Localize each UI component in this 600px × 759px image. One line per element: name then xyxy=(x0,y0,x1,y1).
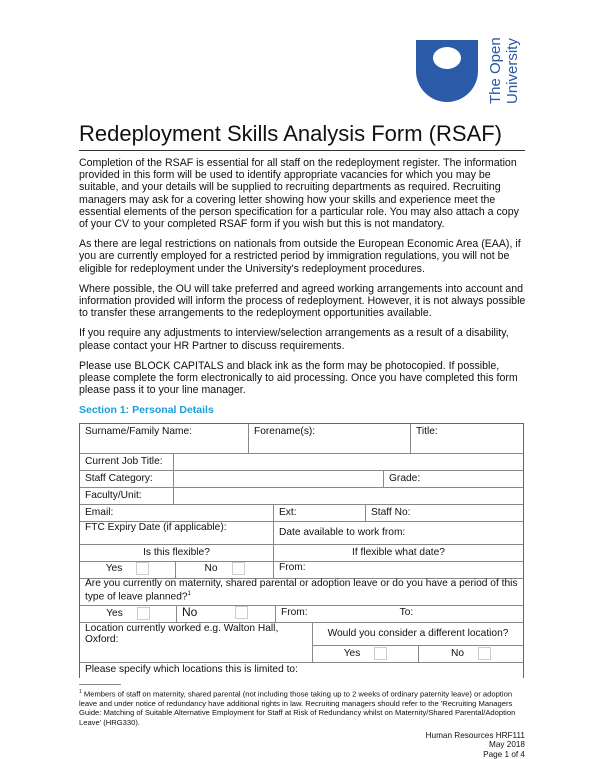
surname-label: Surname/Family Name: xyxy=(85,426,192,438)
footnote-text: Members of staff on maternity, shared parental (not including those taking up to 2 weeks of ordinary paternity leave) or adoption leave and under notice of redundancy have additional rights in law. Recruiting managers should refer to the 'Recruiting Managers Guide: Matching of Suitable Alternative Employment for Staff at Risk of Redundancy whilst on Maternity/Shared Parental/Adoption Leave' (HRG330). xyxy=(79,689,516,727)
footnote xyxy=(79,688,529,726)
to-label: To: xyxy=(399,607,414,619)
personal-details-form xyxy=(79,423,524,678)
page-footer xyxy=(79,731,525,759)
maternity-yes-checkbox[interactable] xyxy=(137,607,150,620)
page-content xyxy=(79,121,529,759)
maternity-yes xyxy=(80,606,177,622)
different-location-label: Would you consider a different location? xyxy=(313,623,523,646)
email-field[interactable] xyxy=(80,505,274,521)
logo-text xyxy=(488,38,524,104)
logo-line-1: The Open xyxy=(487,37,504,104)
no-label: No xyxy=(204,563,218,575)
job-title-input[interactable] xyxy=(174,454,523,470)
date-available-label: Date available to work from: xyxy=(279,527,406,539)
yes-label: Yes xyxy=(343,648,361,660)
specify-locations-label: Please specify which locations this is limited to: xyxy=(85,664,298,676)
staff-category-input[interactable] xyxy=(174,471,384,487)
location-field[interactable] xyxy=(80,623,313,662)
flexible-yes-checkbox[interactable] xyxy=(136,562,149,575)
title-field[interactable] xyxy=(411,424,523,453)
page-title: Redeployment Skills Analysis Form (RSAF) xyxy=(79,121,525,151)
no-label: No xyxy=(450,648,465,660)
paragraph: If you require any adjustments to interview/selection arrangements as a result of a disability, please contact your HR Partner to discuss requirements. xyxy=(79,327,509,352)
maternity-no-checkbox[interactable] xyxy=(235,606,248,619)
specify-locations-field[interactable] xyxy=(80,663,523,678)
location-yes-checkbox[interactable] xyxy=(374,647,387,660)
forename-label: Forename(s): xyxy=(254,426,316,438)
logo-line-2: University xyxy=(504,38,521,104)
footnote-divider xyxy=(79,684,121,685)
maternity-question-text: Are you currently on maternity, shared parental or adoption leave or do you have a period of this type of leave planned? xyxy=(85,577,518,603)
footer-dept: Human Resources HRF111 xyxy=(425,730,525,740)
intro-text xyxy=(79,157,529,396)
staff-category-label: Staff Category: xyxy=(80,471,174,487)
maternity-no xyxy=(177,606,276,622)
yes-label: Yes xyxy=(106,608,123,620)
footer-date: May 2018 xyxy=(489,740,525,750)
location-yes xyxy=(313,646,419,662)
date-available-field[interactable] xyxy=(274,522,523,544)
flexible-date-label: If flexible what date? xyxy=(352,547,445,559)
from-label: From: xyxy=(279,562,306,574)
maternity-question xyxy=(80,579,523,605)
location-no-checkbox[interactable] xyxy=(478,647,491,660)
location-no xyxy=(419,646,523,662)
faculty-label: Faculty/Unit: xyxy=(80,488,174,504)
staff-no-field[interactable] xyxy=(366,505,523,521)
paragraph: Please use BLOCK CAPITALS and black ink as the form may be photocopied. If possible, please complete the form electronically to aid processing. Once you have completed this form please pass it to your line manager. xyxy=(79,359,518,397)
location-label: Location currently worked e.g. Walton Hall, Oxford: xyxy=(85,623,279,646)
faculty-input[interactable] xyxy=(174,488,523,504)
flexible-yes xyxy=(80,562,176,577)
forename-field[interactable] xyxy=(249,424,411,453)
maternity-dates[interactable] xyxy=(276,606,523,622)
flexible-label: Is this flexible? xyxy=(80,545,274,561)
yes-label: Yes xyxy=(105,563,123,575)
open-university-logo-icon xyxy=(416,40,478,102)
no-label: No xyxy=(182,605,198,620)
section-heading: Section 1: Personal Details xyxy=(79,404,214,417)
staff-no-label: Staff No: xyxy=(371,507,411,519)
grade-label: Grade: xyxy=(389,473,421,485)
job-title-label: Current Job Title: xyxy=(80,454,174,470)
ext-label: Ext: xyxy=(279,507,297,519)
surname-field[interactable] xyxy=(80,424,249,453)
footnote-marker: 1 xyxy=(79,689,82,696)
ext-field[interactable] xyxy=(274,505,366,521)
flexible-from-field[interactable] xyxy=(274,562,523,577)
ftc-label: FTC Expiry Date (if applicable): xyxy=(85,522,227,534)
paragraph: As there are legal restrictions on nationals from outside the European Economic Area (EAA), if you are currently employed for a restricted period by immigration regulations, you will not be eligible for redeployment under the University's redeployment procedures. xyxy=(79,238,521,275)
ftc-field[interactable] xyxy=(80,522,274,544)
footnote-ref: 1 xyxy=(187,591,191,598)
paragraph: Completion of the RSAF is essential for all staff on the redeployment register. The information provided in this form will be used to identify appropriate vacancies for which you may be suitable, and your details will be supplied to recruiting departments as required. Recruiting managers may ask for a covering letter showing how your skills and experience meet the essential elements of the person specification for a particular role. You may also attach a copy of your CV to your completed RSAF form if you wish but this is not mandatory. xyxy=(79,157,519,231)
flexible-no-checkbox[interactable] xyxy=(232,562,245,575)
footer-page-number: Page 1 of 4 xyxy=(483,749,525,759)
paragraph: Where possible, the OU will take preferred and agreed working arrangements into account and information provided will inform the process of redeployment. However, it is not always possible to transfer these arrangements to the redeployment opportunities available. xyxy=(79,282,526,320)
flexible-no xyxy=(176,562,274,577)
title-label: Title: xyxy=(416,426,438,438)
email-label: Email: xyxy=(85,507,114,519)
from-label: From: xyxy=(281,607,308,619)
grade-field[interactable] xyxy=(384,471,523,487)
